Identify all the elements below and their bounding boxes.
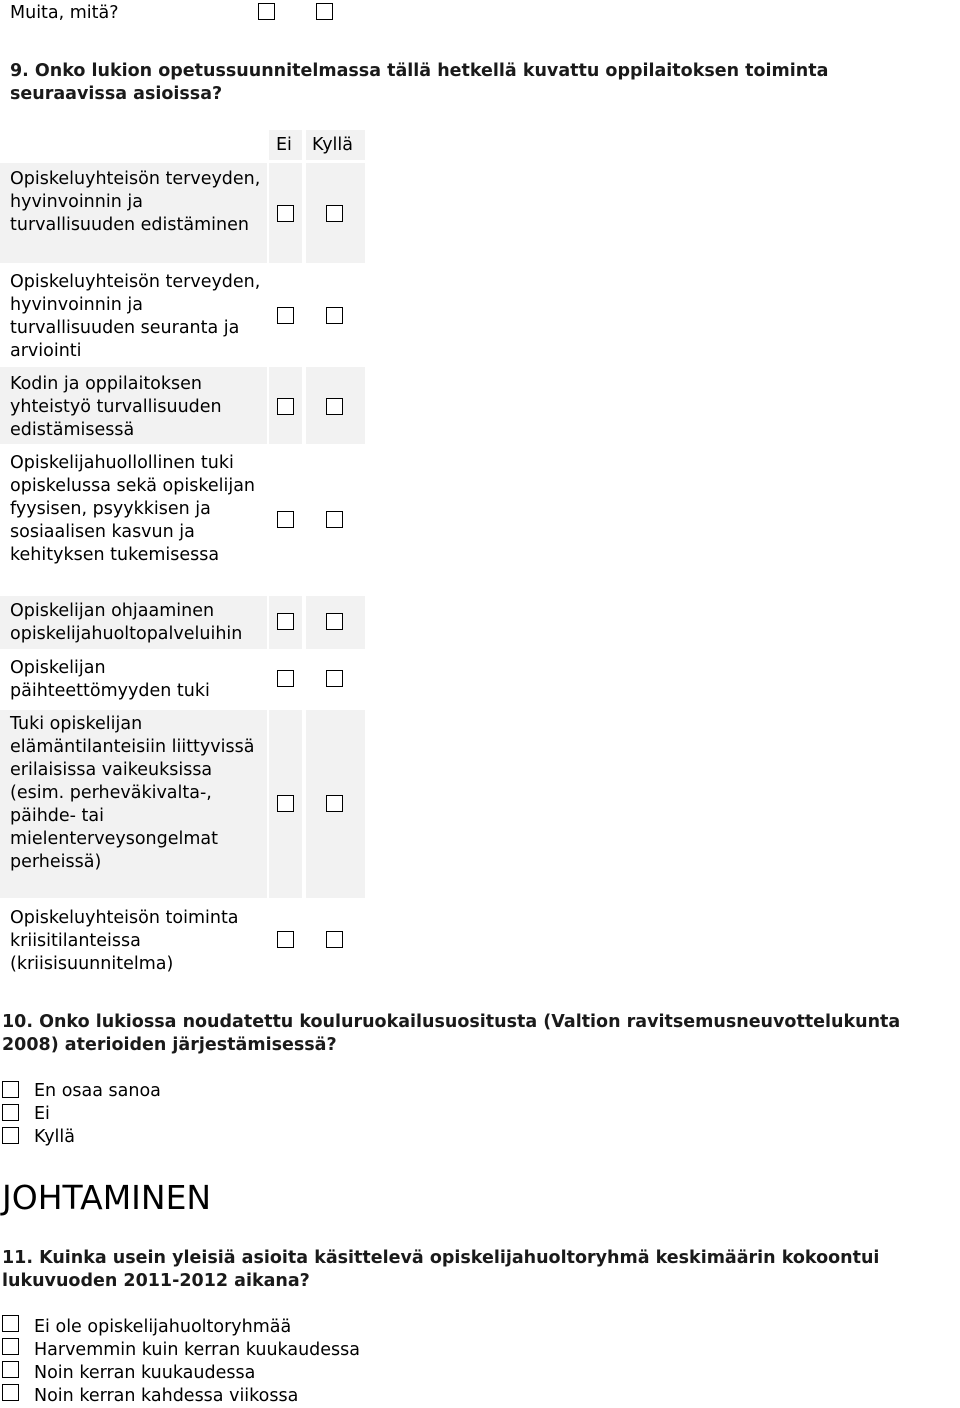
q9-row4-kylla-checkbox[interactable] — [326, 511, 343, 528]
q9-row-label: Opiskeluyhteisön terveyden, hyvinvoinnin ja turvallisuuden edistäminen — [10, 169, 261, 235]
q11-option-checkbox[interactable] — [2, 1315, 19, 1332]
col-header-kylla: Kyllä — [312, 135, 354, 155]
q9-row3-kylla-checkbox[interactable] — [326, 398, 343, 415]
q9-row8-ei-checkbox[interactable] — [277, 931, 294, 948]
q10-option-label: Kyllä — [34, 1127, 76, 1147]
muita-label: Muita, mitä? — [10, 3, 119, 23]
q9-row1-kylla-checkbox[interactable] — [326, 205, 343, 222]
q11-option-label: Ei ole opiskelijahuoltoryhmää — [34, 1317, 292, 1337]
q10-title: 10. Onko lukiossa noudatettu kouluruokailusuositusta (Valtion ravitsemusneuvottelukunta 2008) aterioiden järjestämisessä? — [2, 1012, 901, 1055]
q9-row5-ei-checkbox[interactable] — [277, 613, 294, 630]
q10-option-label: En osaa sanoa — [34, 1081, 161, 1101]
q9-row-label: Opiskeluyhteisön toiminta kriisitilanteissa (kriisisuunnitelma) — [10, 908, 239, 974]
q11-option-checkbox[interactable] — [2, 1338, 19, 1355]
muita-ei-check[interactable] — [258, 3, 275, 20]
section-heading: JOHTAMINEN — [2, 1178, 212, 1217]
q9-row5-kylla-checkbox[interactable] — [326, 613, 343, 630]
q9-row6-kylla-checkbox[interactable] — [326, 670, 343, 687]
q9-row1-ei-checkbox[interactable] — [277, 205, 294, 222]
q9-row-label: Opiskelijahuollollinen tuki opiskelussa sekä opiskelijan fyysisen, psyykkisen ja sosiaalisen kasvun ja kehityksen tukemisessa — [10, 453, 256, 565]
q10-option-label: Ei — [34, 1104, 50, 1124]
q9-row3-ei-checkbox[interactable] — [277, 398, 294, 415]
q9-row2-kylla-checkbox[interactable] — [326, 307, 343, 324]
q11-option-label: Noin kerran kahdessa viikossa — [34, 1386, 299, 1406]
q9-row8-kylla-checkbox[interactable] — [326, 931, 343, 948]
muita-kylla-check[interactable] — [316, 3, 333, 20]
q9-row-label: Opiskelijan ohjaaminen opiskelijahuoltopalveluihin — [10, 601, 243, 644]
q9-row-label: Kodin ja oppilaitoksen yhteistyö turvallisuuden edistämisessä — [10, 374, 222, 440]
q9-row-label: Opiskelijan päihteettömyyden tuki — [10, 658, 210, 701]
q10-option-checkbox[interactable] — [2, 1127, 19, 1144]
q9-row6-ei-checkbox[interactable] — [277, 670, 294, 687]
q9-row4-ei-checkbox[interactable] — [277, 511, 294, 528]
col-header-ei: Ei — [276, 135, 292, 155]
q11-title: 11. Kuinka usein yleisiä asioita käsittelevä opiskelijahuoltoryhmä keskimäärin kokoontui lukuvuoden 2011-2012 aikana? — [2, 1248, 880, 1291]
q11-option-label: Harvemmin kuin kerran kuukaudessa — [34, 1340, 361, 1360]
q9-row2-ei-checkbox[interactable] — [277, 307, 294, 324]
q10-option-checkbox[interactable] — [2, 1081, 19, 1098]
q11-option-label: Noin kerran kuukaudessa — [34, 1363, 256, 1383]
q11-option-checkbox[interactable] — [2, 1361, 19, 1378]
q9-row7-kylla-checkbox[interactable] — [326, 795, 343, 812]
q9-row-label: Tuki opiskelijan elämäntilanteisiin liittyvissä erilaisissa vaikeuksissa (esim. perheväkivalta-, päihde- tai mielenterveysongelmat perheissä) — [10, 714, 255, 872]
q9-row7-ei-checkbox[interactable] — [277, 795, 294, 812]
q9-title: 9. Onko lukion opetussuunnitelmassa tällä hetkellä kuvattu oppilaitoksen toiminta seuraavissa asioissa? — [10, 61, 829, 104]
q10-option-checkbox[interactable] — [2, 1104, 19, 1121]
q11-option-checkbox[interactable] — [2, 1384, 19, 1401]
q9-row-label: Opiskeluyhteisön terveyden, hyvinvoinnin ja turvallisuuden seuranta ja arviointi — [10, 272, 261, 361]
